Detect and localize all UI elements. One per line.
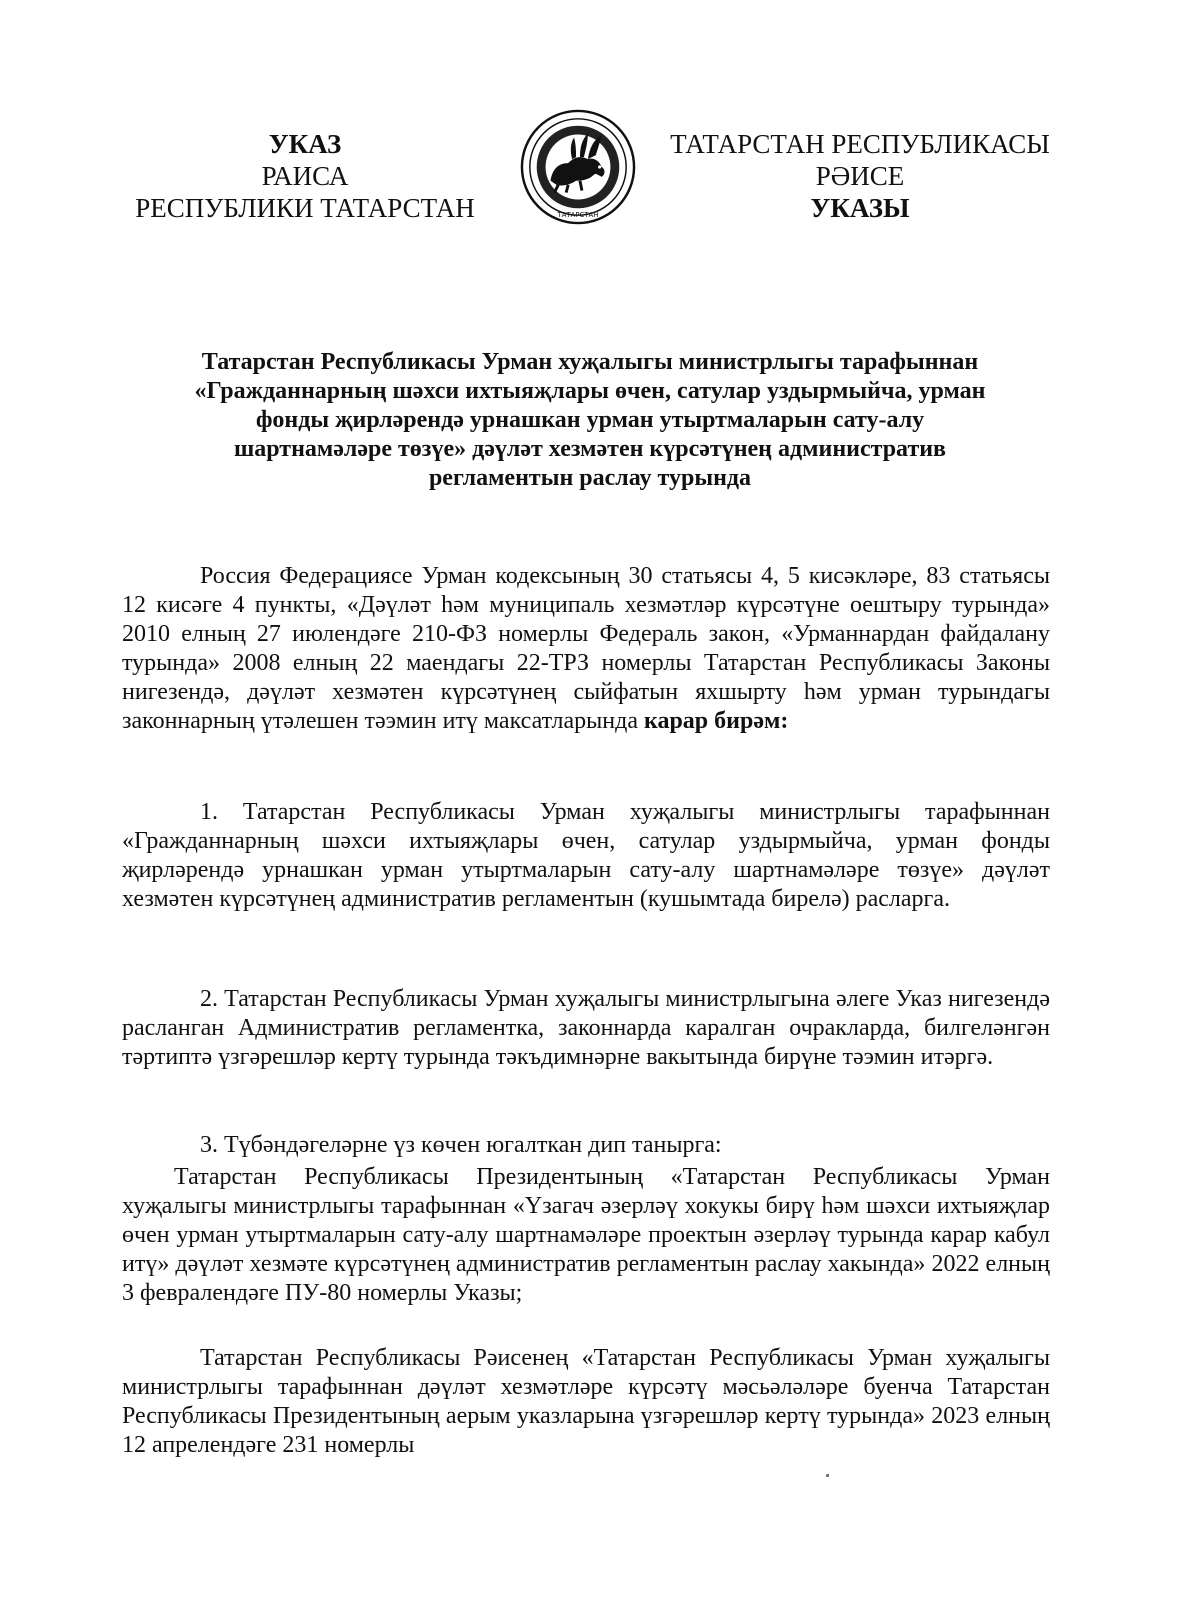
header-tt-line1: ТАТАРСТАН РЕСПУБЛИКАСЫ (670, 129, 1050, 159)
header-tt (650, 128, 1070, 224)
title-line3: фонды җирләрендә урнашкан урман утыртмаларын сату-алу (255, 407, 925, 433)
emblem-caption: ТАТАРСТАН (557, 211, 599, 220)
item-3-paragraph: 3. Түбәндәгеләрне үз көчен югалткан дип танырга: (200, 1132, 722, 1158)
item-1-paragraph: 1. Татарстан Республикасы Урман хуҗалыгы министрлыгы тарафыннан «Гражданнарның шәхси ихтыяҗлары өчен, сатулар уздырмыйча, урман фонды җирләрендә урнашкан урман утыртмаларын сату-алу шартнамәләре төзүе» дәүләт хезмәтен күрсәтүнең административ регламентын (кушымтада бирелә) расларга. (122, 799, 1050, 912)
header-ru (120, 128, 490, 224)
title-line5: регламентын раслау турында (428, 465, 752, 491)
intro-text: Россия Федерациясе Урман кодексының 30 статьясы 4, 5 кисәкләре, 83 статьясы 12 кисәге 4 пункты, «Дәүләт һәм муниципаль хезмәтләр күрсәтүне оештыру турында» 2010 елның 27 июлендәге 210-ФЗ номерлы Федераль закон, «Урманнардан файдалану турында» 2008 елның 22 маендагы 22-ТРЗ номерлы Татарстан Республикасы Законы нигезендә, дәүләт хезмәтен күрсәтүнең сыйфатын яхшырту һәм урман турындагы законнарның үтәлешен тәэмин итү максатларында (122, 563, 1050, 734)
header-ru-line3: РЕСПУБЛИКИ ТАТАРСТАН (135, 193, 475, 223)
title-line4: шартнамәләре төзүе» дәүләт хезмәтен күрсәтүнең административ (233, 436, 947, 462)
header-ru-line1: УКАЗ (268, 129, 342, 159)
item-3a-paragraph: Татарстан Республикасы Президентының «Татарстан Республикасы Урман хуҗалыгы министрлыгы тарафыннан «Үзагач әзерләү хокукы бирү һәм шәхси ихтыяҗлар өчен урман утыртмаларын сату-алу шартнамәләре проектын әзерләү турында карар кабул итү» дәүләт хезмәте күрсәтүнең административ регламентын раслау хакында» 2022 елның 3 февралендәге ПУ-80 номерлы Указы; (122, 1164, 1050, 1306)
title-line1: Татарстан Республикасы Урман хуҗалыгы министрлыгы тарафыннан (201, 349, 979, 375)
item-3b-paragraph: Татарстан Республикасы Рәисенең «Татарстан Республикасы Урман хуҗалыгы министрлыгы тарафыннан дәүләт хезмәтләре күрсәтү мәсьәләләре буенча Татарстан Республикасы Президентының аерым указларына үзгәрешләр кертү турында» 2023 елның 12 апрелендәге 231 номерлы (122, 1345, 1050, 1458)
header-ru-line2: РАИСА (261, 161, 349, 191)
scan-speck (826, 1474, 829, 1477)
document-title (110, 348, 1070, 493)
title-line2: «Гражданнарның шәхси ихтыяҗлары өчен, сатулар уздырмыйча, урман (194, 378, 986, 404)
intro-decision: карар бирәм: (643, 708, 789, 734)
tatarstan-coat-of-arms-icon (519, 108, 637, 226)
item-2-paragraph: 2. Татарстан Республикасы Урман хуҗалыгы министрлыгына әлеге Указ нигезендә расланган Административ регламентка, законнарда каралган очракларда, билгеләнгән тәртиптә үзгәрешләр кертү турында тәкъдимнәрне вакытында бирүне тәэмин итәргә. (122, 986, 1050, 1070)
header-tt-line3: УКАЗЫ (810, 193, 910, 223)
header-tt-line2: РӘИСЕ (815, 161, 905, 191)
intro-paragraph (122, 562, 1050, 736)
